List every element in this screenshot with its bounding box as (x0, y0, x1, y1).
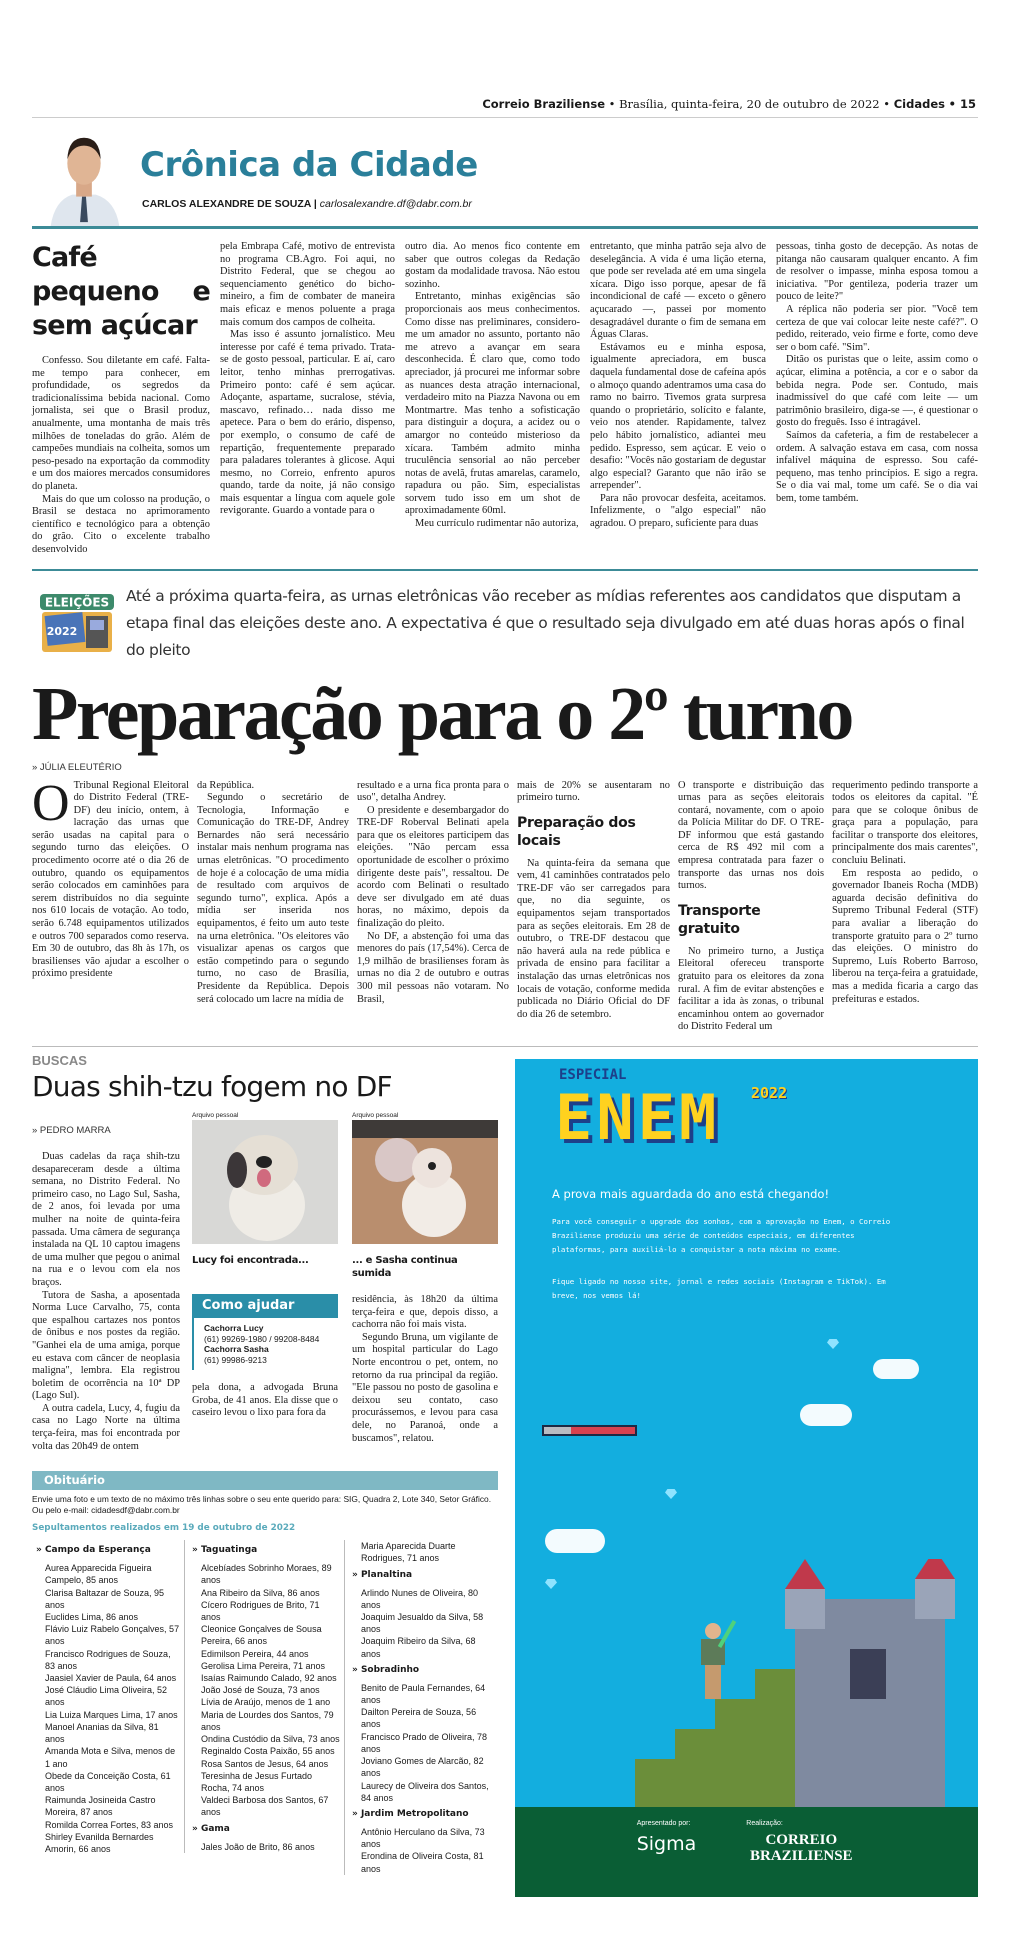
diamond-icon (545, 1579, 557, 1589)
cloud-icon (800, 1404, 852, 1426)
obituary-entry: Alcebíades Sobrinho Moraes, 89 anos (201, 1563, 332, 1586)
obituary-entry: Rosa Santos de Jesus, 64 anos (201, 1758, 329, 1769)
ad-year: 2022 (751, 1084, 788, 1102)
photo-row (192, 1111, 498, 1294)
obituary-info: Envie uma foto e um texto de no máximo três linhas sobre o seu ente querido para: SIG, Quadra 2, Lote 340, Setor Gráfico. Ou pelo e-mail: cidadesdf@dabr.com.br (32, 1494, 492, 1516)
paragraph: Duas cadelas da raça shih-tzu desapareceram desde a última semana, no Distrito Federal. No primeiro caso, no Lago Sul, Sasha, de 2 anos, foi levada por uma mulher na noite de quinta-feira passada. Uma câmera de segurança instalada na QL 10 captou imagens de uma mulher que pegou o animal na rua e o levou com ela nos braços. (32, 1151, 180, 1288)
paragraph: A outra cadela, Lucy, 4, fugiu da casa no Lago Norte na última terça-feira, mas foi encontrada por volta das 20h49 de ontem (32, 1402, 180, 1452)
buscas-lower-columns (192, 1294, 498, 1445)
ad-presented-by: Apresentado por: (636, 1820, 691, 1827)
cloud-icon (545, 1529, 605, 1553)
article-column-6 (832, 780, 978, 1007)
obituary-entry: Maria Aparecida Duarte Rodrigues, 71 anos (361, 1541, 456, 1564)
enem-advertisement[interactable] (515, 1059, 978, 1897)
ad-headline: A prova mais aguardada do ano está chegando! (552, 1187, 830, 1201)
page-header (32, 0, 978, 118)
column-header (32, 118, 978, 226)
obituary-column-2 (184, 1540, 344, 1852)
obituary-entry: Amanda Mota e Silva, menos de 1 ano (45, 1746, 176, 1769)
dateline: • Brasília, quinta-feira, 20 de outubro de 2022 • (608, 97, 891, 111)
columnist-photo (42, 124, 126, 226)
obituary-subtitle: Sepultamentos realizados em 19 de outubro de 2022 (32, 1523, 296, 1534)
elections-banner (32, 583, 978, 664)
page-number: • 15 (948, 97, 976, 111)
main-article-body (32, 774, 978, 1035)
buscas-column-1 (32, 1151, 180, 1453)
chronicle-column-5 (776, 241, 978, 505)
obituary-entry: Dailton Pereira de Souza, 56 anos (361, 1707, 477, 1730)
left-bottom (32, 1053, 498, 1875)
ad-publisher-block (746, 1819, 856, 1897)
chronicle-column-3 (405, 241, 580, 531)
columnist-name: CARLOS ALEXANDRE DE SOUZA | (142, 198, 317, 210)
ad-footer (515, 1807, 978, 1897)
lucy-figure (192, 1111, 338, 1281)
publisher-logo: CORREIO BRAZILIENSE (750, 1832, 853, 1864)
obituary-columns (32, 1540, 498, 1874)
buscas-column-2 (192, 1382, 338, 1420)
obituary-entry: Manoel Ananias da Silva, 81 anos (45, 1721, 159, 1745)
chronicle-column-4 (590, 241, 766, 531)
chronicle-headline: Café pequeno e sem açúcar (32, 242, 210, 341)
obituary-entry: Francisco Rodrigues de Souza, 83 anos (45, 1648, 171, 1671)
ad-paragraph-1: Para você conseguir o upgrade dos sonhos, com a aprovação no Enem, o Correio Braziliense produziu uma série de conteúdos especiais, em diferentes plataformas, para auxiliá-lo a conquistar a nota máxima no exame. (552, 1217, 891, 1254)
paragraph: Para não provocar desfeita, aceitamos. Infelizmente, o "algo especial" não agradou. O preparo, suficiente para duas (590, 492, 766, 530)
obituary-entry: Maria de Lourdes dos Santos, 79 anos (201, 1709, 334, 1732)
obituary-entry: Cícero Rodrigues de Brito, 71 anos (201, 1599, 320, 1623)
paragraph: O presidente e desembargador do TRE-DF Roberval Belinati apela para que os eleitores participem das eleições. "Não percam essa oportunidade de escolher o próximo dirigente deste país", ressaltou. De acordo com Belinati o resultado deve ser divulgado em até duas horas, no máximo, depois da finalização do pleito. (357, 804, 509, 930)
bottom-area (32, 1053, 978, 1897)
obituary-entry: Flávio Luiz Rabelo Gonçalves, 57 anos (45, 1624, 180, 1647)
diamond-icon (665, 1489, 677, 1499)
paragraph: mais de 20% se ausentaram no primeiro turno. (517, 779, 670, 804)
paragraph: Segundo o secretário de Tecnologia, Informação e Comunicação do TRE-DF, Andrey Bernardes não será necessário instalar mais nenhum programa nas urnas eletrônicas. "O procedimento de hoje é a colocação de uma mídia de resultado com arquivos de segundo turno", explica. Após a mídia ser inserida nos equipamentos, é feito um auto teste na urna eletrônica. "Os eleitores vão visualizar apenas os cargos que estão competindo para o segundo turno, no caso de Brasília, Presidente da República. Depois será colocado um lacre na mídia de (197, 792, 349, 1005)
subheading: Preparação dos locais (517, 814, 636, 849)
sponsor-logo: Sigma (636, 1833, 697, 1855)
sasha-caption: ... e Sasha continua sumida (352, 1255, 458, 1279)
elections-deck: Até a próxima quarta-feira, as urnas eletrônicas vão receber as mídias referentes aos candidatos que disputam a etapa final das eleições deste ano. A expectativa é que o resultado seja divulgado em até duas horas após o final do pleito (126, 586, 965, 659)
paragraph: pela dona, a advogada Bruna Groba, de 41 anos. Ela disse que o caseiro levou o lixo para fora da (192, 1382, 338, 1419)
paragraph: resultado e a urna fica pronta para o uso", detalha Andrey. (357, 779, 509, 804)
obituary-title: Obituário (32, 1471, 498, 1490)
elections-badge-icon (38, 592, 118, 654)
cemetery-heading: » Planaltina (352, 1569, 413, 1580)
obituary-entry: Ondina Custódio da Silva, 73 anos (201, 1734, 340, 1745)
sasha-photo (352, 1120, 498, 1244)
obituary-column-3 (344, 1540, 498, 1874)
sasha-figure (352, 1111, 498, 1294)
lucy-caption: Lucy foi encontrada... (192, 1255, 309, 1266)
obituary-entry: Obede da Conceição Costa, 61 anos (45, 1770, 171, 1793)
article-column-1 (32, 774, 189, 982)
paragraph: Em resposta ao pedido, o governador Ibaneis Rocha (MDB) aguarda decisão definitiva do Supremo Tribunal Federal (STF) para avaliar a liberação do transporte gratuito para o 2º turno das eleições. O ministro do Supremo, Luís Roberto Barroso, liberou na terça-feira a gratuidade, mas a medida ficaria a cargo das prefeituras e estados. (832, 867, 978, 1005)
paragraph: requerimento pedindo transporte a todos os eleitores da capital. "É para que se coloque ônibus de graça para a população, para facilitar o transporte dos eleitores, principalmente dos mais carentes", concluiu Belinati. (832, 779, 978, 867)
paragraph: Entretanto, minhas exigências são proporcionais aos meus conhecimentos. Como disse nas preliminares, considero-me um amador no assunto, portanto não me atrevo a avançar em seara desconhecida. É claro que, como todo apreciador, já procurei me informar sobre as nuances desta atração internacional, verdadeiro mito na Piazza Navona ou em Montmartre. Mas tenho a sofisticação para distinguir a doçura, a acidez ou o amargor no conteúdo misterioso da xícara. Também admito minha truculência sensorial ao não perceber notas de avelã, frutas amarelas, caramelo, rapadura ou pão. Sim, especialistas sorvem tudo isso em um shot de aproximadamente 60ml. (405, 291, 580, 517)
paragraph: pela Embrapa Café, motivo de entrevista no programa CB.Agro. Foi aqui, no Distrito Federal, que se chegou ao sequenciamento genético do bicho-mineiro, a fim de combater de maneira mais eficaz e menos poluente a praga mais comum dos campos de colheita. (220, 241, 395, 328)
paragraph: outro dia. Ao menos fico contente em saber que outros colegas da Redação gostam da modalidade travosa. Não estou sozinho. (405, 241, 580, 290)
buscas-column-2-wrap (192, 1294, 338, 1420)
buscas-body (32, 1111, 498, 1453)
obituary-entry: Raimunda Josineida Castro Moreira, 87 anos (45, 1795, 156, 1818)
sasha-phone[interactable]: (61) 99986-9213 (204, 1354, 267, 1365)
section-name: Cidades (893, 97, 945, 111)
photo-credit: Arquivo pessoal (192, 1112, 239, 1119)
diamond-icon (827, 1339, 839, 1349)
paragraph: Ditão os puristas que o leite, assim como o açúcar, elimina a potência, a cor e o sabor da bebida negra. Pode ser. Contudo, mais inadmissível do que café com leite — um patrimônio brasileiro, diga-se —, é questionar o gosto do freguês. Isso é intragável. (776, 354, 978, 429)
how-to-help-box (192, 1294, 338, 1370)
paragraph: Na quinta-feira da semana que vem, 41 caminhões contratados pelo TRE-DF vão ser carregados para que, no dia seguinte, os equipamentos sejam transportados para as seções eleitorais. Em 28 de outubro, o TRE-DF destacou que não haverá aula na rede pública e privada de ensino para facilitar a instalação das urnas eletrônicas nos locais de votação, conforme medida publicada no Diário Oficial do DF do dia 26 de setembro. (517, 857, 670, 1020)
column-title: Crônica da Cidade (140, 145, 478, 185)
ad-especial: ESPECIAL (559, 1067, 627, 1083)
svg-text:ELEIÇÕES: ELEIÇÕES (44, 595, 110, 610)
subheading: Transporte gratuito (678, 902, 761, 937)
buscas-headline: Duas shih-tzu fogem no DF (32, 1070, 392, 1103)
article-column-3 (357, 780, 509, 1007)
obituary-entry: Lívia de Araújo, menos de 1 ano (201, 1697, 331, 1708)
obituary-entry: Isaías Raimundo Calado, 92 anos (201, 1673, 337, 1684)
obituary-entry: Benito de Paula Fernandes, 64 anos (361, 1682, 486, 1706)
main-byline: » JÚLIA ELEUTÉRIO (32, 761, 122, 773)
cemetery-heading: » Sobradinho (352, 1664, 420, 1675)
obituary-entry: Laurecy de Oliveira dos Santos, 84 anos (361, 1780, 489, 1803)
obituary-entry: Joviano Gomes de Alarcão, 82 anos (361, 1756, 484, 1779)
ad-paragraph-2: Fique ligado no nosso site, jornal e redes sociais (Instagram e TikTok). Em breve, nos vemos lá! (552, 1277, 886, 1300)
cemetery-heading: » Campo da Esperança (36, 1545, 151, 1556)
buscas-left (32, 1111, 180, 1453)
how-to-help-title: Como ajudar (194, 1294, 338, 1318)
article-column-5 (678, 780, 824, 1035)
buscas-right (192, 1111, 498, 1445)
article-column-4 (517, 780, 670, 1022)
obituary-entry: Arlindo Nunes de Oliveira, 80 anos (361, 1587, 479, 1610)
obituary-entry: Joaquim Ribeiro da Silva, 68 anos (361, 1636, 476, 1659)
newspaper-name: Correio Braziliense (482, 97, 605, 111)
sasha-contact-label: Cachorra Sasha (204, 1344, 269, 1354)
paragraph: Tutora de Sasha, a aposentada Norma Luce Carvalho, 75, conta que espalhou cartazes nos pontos de ônibus e nos postes da região. "Ganhei ela de uma amiga, porque eu estava com câncer de neoplasia maligna", lembra. Ela registrou boletim de ocorrência na 10ª DP (Lago Sul). (32, 1289, 180, 1402)
paragraph: entretanto, que minha patrão seja alvo de deselegância. A vida é uma lição eterna, que pode ser revelada até em uma singela xícara. Digo isso porque, apesar de fã incondicional de café — exceto o gênero açucarado —, passei por momento desagradável durante o fim de semana em Águas Claras. (590, 241, 766, 341)
paragraph: pessoas, tinha gosto de decepção. As notas de pitanga não causaram qualquer encanto. A fim de resolver o impasse, minha esposa tomou a iniciativa. "Por gentileza, poderia trazer um pouco de leite?" (776, 241, 978, 303)
obituary-entry: Erondina de Oliveira Costa, 81 anos (361, 1851, 484, 1874)
obituary-entry: Aurea Apparecida Figueira Campelo, 85 anos (45, 1563, 152, 1586)
obituary-entry: Jales João de Brito, 86 anos (201, 1841, 315, 1852)
buscas-byline: » PEDRO MARRA (32, 1125, 111, 1136)
paragraph: A réplica não poderia ser pior. "Você tem certeza de que vai colocar leite neste café?". O pedido, reiterado, veio firme e forte, como deve ser o bom café. "Sim". (776, 303, 978, 353)
chronicle-column-2 (220, 241, 395, 518)
castle-illustration (635, 1559, 975, 1809)
obituary-entry: Teresinha de Jesus Furtado Rocha, 74 anos (201, 1770, 313, 1793)
paragraph: Confesso. Sou diletante em café. Falta-me tempo para conhecer, em profundidade, os segredos da tradicionalíssima bebida nacional. Como jornalista, sei que o Brasil produz, anualmente, uma montanha de mais três milhões de toneladas do grão. Além de campeões mundiais na colheita, somos um peso-pesado na exportação da commodity e um dos maiores mercados consumidores do planeta. (32, 355, 210, 492)
columnist-byline (142, 198, 472, 211)
obituary-entry: Euclides Lima, 86 anos (45, 1612, 139, 1623)
cemetery-heading: » Taguatinga (192, 1545, 258, 1556)
obituary-entry: Lia Luiza Marques Lima, 17 anos (45, 1709, 178, 1720)
obituary-column-1 (32, 1540, 184, 1855)
obituary-entry: Jaasiel Xavier de Paula, 64 anos (45, 1673, 177, 1684)
columnist-email[interactable]: carlosalexandre.df@dabr.com.br (319, 198, 472, 210)
article-column-2 (197, 780, 349, 1007)
obituary-entry: Ana Ribeiro da Silva, 86 anos (201, 1587, 320, 1598)
obituary-entry: Gerolisa Lima Pereira, 71 anos (201, 1660, 326, 1671)
ad-enem-logo: ENEM (555, 1081, 721, 1154)
cemetery-heading: » Gama (192, 1823, 230, 1834)
chronicle-column-1 (32, 241, 210, 557)
header-line (482, 97, 976, 111)
paragraph: Mas isso é assunto jornalístico. Meu interesse por café é tema privado. Trata-se de gosto pessoal, particular. E aí, caro leitor, tenho minhas prerrogativas. Primeiro ponto: café é sem açúcar. Adoçante, aspartame, sucralose, stévia, mascavo, refinado… nada disso me apetece. Para o bem do erário, dispenso, por exemplo, o consumo de café de repartição, frequentemente preparado para paladares tolerantes à glicose. Aqui mesmo, no Correio, enfrento apuros quando, tarde da noite, já não consigo mais esquentar a língua com aquele gole revigorante. Guardo a vontade para o (220, 329, 395, 517)
section-divider (32, 226, 978, 229)
obituary-entry: Joaquim Jesualdo da Silva, 58 anos (361, 1612, 484, 1635)
paragraph: No primeiro turno, a Justiça Eleitoral ofereceu transporte gratuito para os eleitores da zona rural. A fim de evitar abstenções e facilitar a ida às zonas, o tribunal encaminhou ontem ao governador do Distrito Federal um (678, 945, 824, 1033)
obituary-entry: João José de Souza, 73 anos (201, 1685, 320, 1696)
obituary-entry: Shirley Evanilda Bernardes Amorin, 66 anos (45, 1831, 154, 1854)
buscas-column-3 (352, 1294, 498, 1445)
chronicle-body (32, 241, 978, 557)
paragraph: Meu currículo rudimentar não autoriza, (415, 518, 579, 530)
lucy-phone[interactable]: (61) 99269-1980 / 99208-8484 (204, 1333, 320, 1344)
photo-credit: Arquivo pessoal (352, 1112, 399, 1119)
paragraph: Mais do que um colosso na produção, o Brasil se destaca no aprimoramento científico e tecnológico para a obtenção do grão. Cito o excelente trabalho desenvolvido (32, 493, 210, 555)
main-headline: Preparação para o 2º turno (32, 671, 852, 756)
obituary-entry: Clarisa Baltazar de Souza, 95 anos (45, 1587, 165, 1610)
obituary-entry: Francisco Prado de Oliveira, 78 anos (361, 1731, 488, 1754)
paragraph: No DF, a abstenção foi uma das menores do país (17,54%). Cerca de 1,9 milhão de brasilienses foram às urnas no dia 2 de outubro e outras 300 mil pessoas não votaram. No Brasil, (357, 930, 509, 1005)
ad-realization: Realização: (746, 1820, 783, 1827)
ad-progress-bar (542, 1425, 637, 1436)
cloud-icon (873, 1359, 919, 1379)
lucy-photo (192, 1120, 338, 1244)
obituary-entry: Valdeci Barbosa dos Santos, 67 anos (201, 1795, 329, 1818)
obituary-entry: Romilda Correa Fortes, 83 anos (45, 1819, 174, 1830)
obituary-entry: Cleonice Gonçalves de Sousa Pereira, 66 anos (201, 1624, 322, 1647)
svg-text:2022: 2022 (46, 625, 78, 638)
section-kicker: BUSCAS (32, 1053, 87, 1068)
obituary-entry: Antônio Herculano da Silva, 73 anos (361, 1826, 485, 1850)
obituary-entry: José Cláudio Lima Oliveira, 52 anos (45, 1685, 168, 1708)
cemetery-heading: » Jardim Metropolitano (352, 1808, 469, 1819)
section-divider (32, 569, 978, 571)
paragraph: Segundo Bruna, um vigilante de um hospital particular do Lago Norte encontrou o pet, ontem, no retorno da rua principal da região. "Ele passou no posto de gasolina e deixou seu contato, caso procurássemos, e levou para casa dele, no Paranoá, onde a buscamos", relatou. (352, 1331, 498, 1444)
paragraph: Estávamos eu e minha esposa, igualmente apreciadora, em busca daquela fundamental dose de cafeína após o almoço quando adentramos uma casa do ramo no bairro. Tivemos grata surpresa quando o proprietário, solícito e falante, veio nos atender. Rapidamente, talvez pelo hábito jornalístico, adiantei meu pedido. Espresso, sem açúcar. E veio o desafio: "Vocês não gostariam de degustar algo especial? Garanto que não irão se arrepender". (590, 341, 767, 492)
ad-sponsor-block (637, 1819, 697, 1897)
paragraph: residência, às 18h20 da última terça-feira e que, depois disso, a cachorra não foi mais vista. (352, 1294, 498, 1331)
paragraph: O transporte e distribuição das urnas para as seções eleitorais contará, novamente, com o apoio da Polícia Militar do DF. O TRE-DF informou que está gastando cerca de R$ 492 mil com a empresa contratada para fazer o transporte das urnas nos dois turnos. (678, 779, 824, 892)
paragraph: da República. (197, 779, 255, 791)
obituary-entry: Edimilson Pereira, 44 anos (201, 1648, 309, 1659)
drop-cap: O (32, 774, 70, 832)
paragraph: Saímos da cafeteria, a fim de restabelecer a ordem. A salvação estava em casa, com nossa infalível máquina de espresso. Sou café-pequeno, mas tenho princípios. E sigo a regra. Se o dia vai mal, tome um café. Se o dia vai bem, tome também. (776, 429, 978, 504)
paragraph: Tribunal Regional Eleitoral do Distrito Federal (TRE-DF) deu início, ontem, à lacração das urnas que serão usadas na capital para o segundo turno das eleições. O procedimento ocorre até o dia 26 de outubro, quando os equipamentos serão colocados em caminhões para serem distribuídos no dia seguinte nos 610 locais de votação. Ao todo, serão 6.748 equipamentos utilizados e outros 700 separados como reserva. Em 30 de outubro, das 8h às 17h, os brasilienses vão ajudar a escolher o próximo presidente (32, 779, 189, 980)
lucy-contact-label: Cachorra Lucy (204, 1323, 264, 1333)
obituary-entry: Reginaldo Costa Paixão, 55 anos (201, 1746, 335, 1757)
section-divider (32, 1046, 978, 1047)
